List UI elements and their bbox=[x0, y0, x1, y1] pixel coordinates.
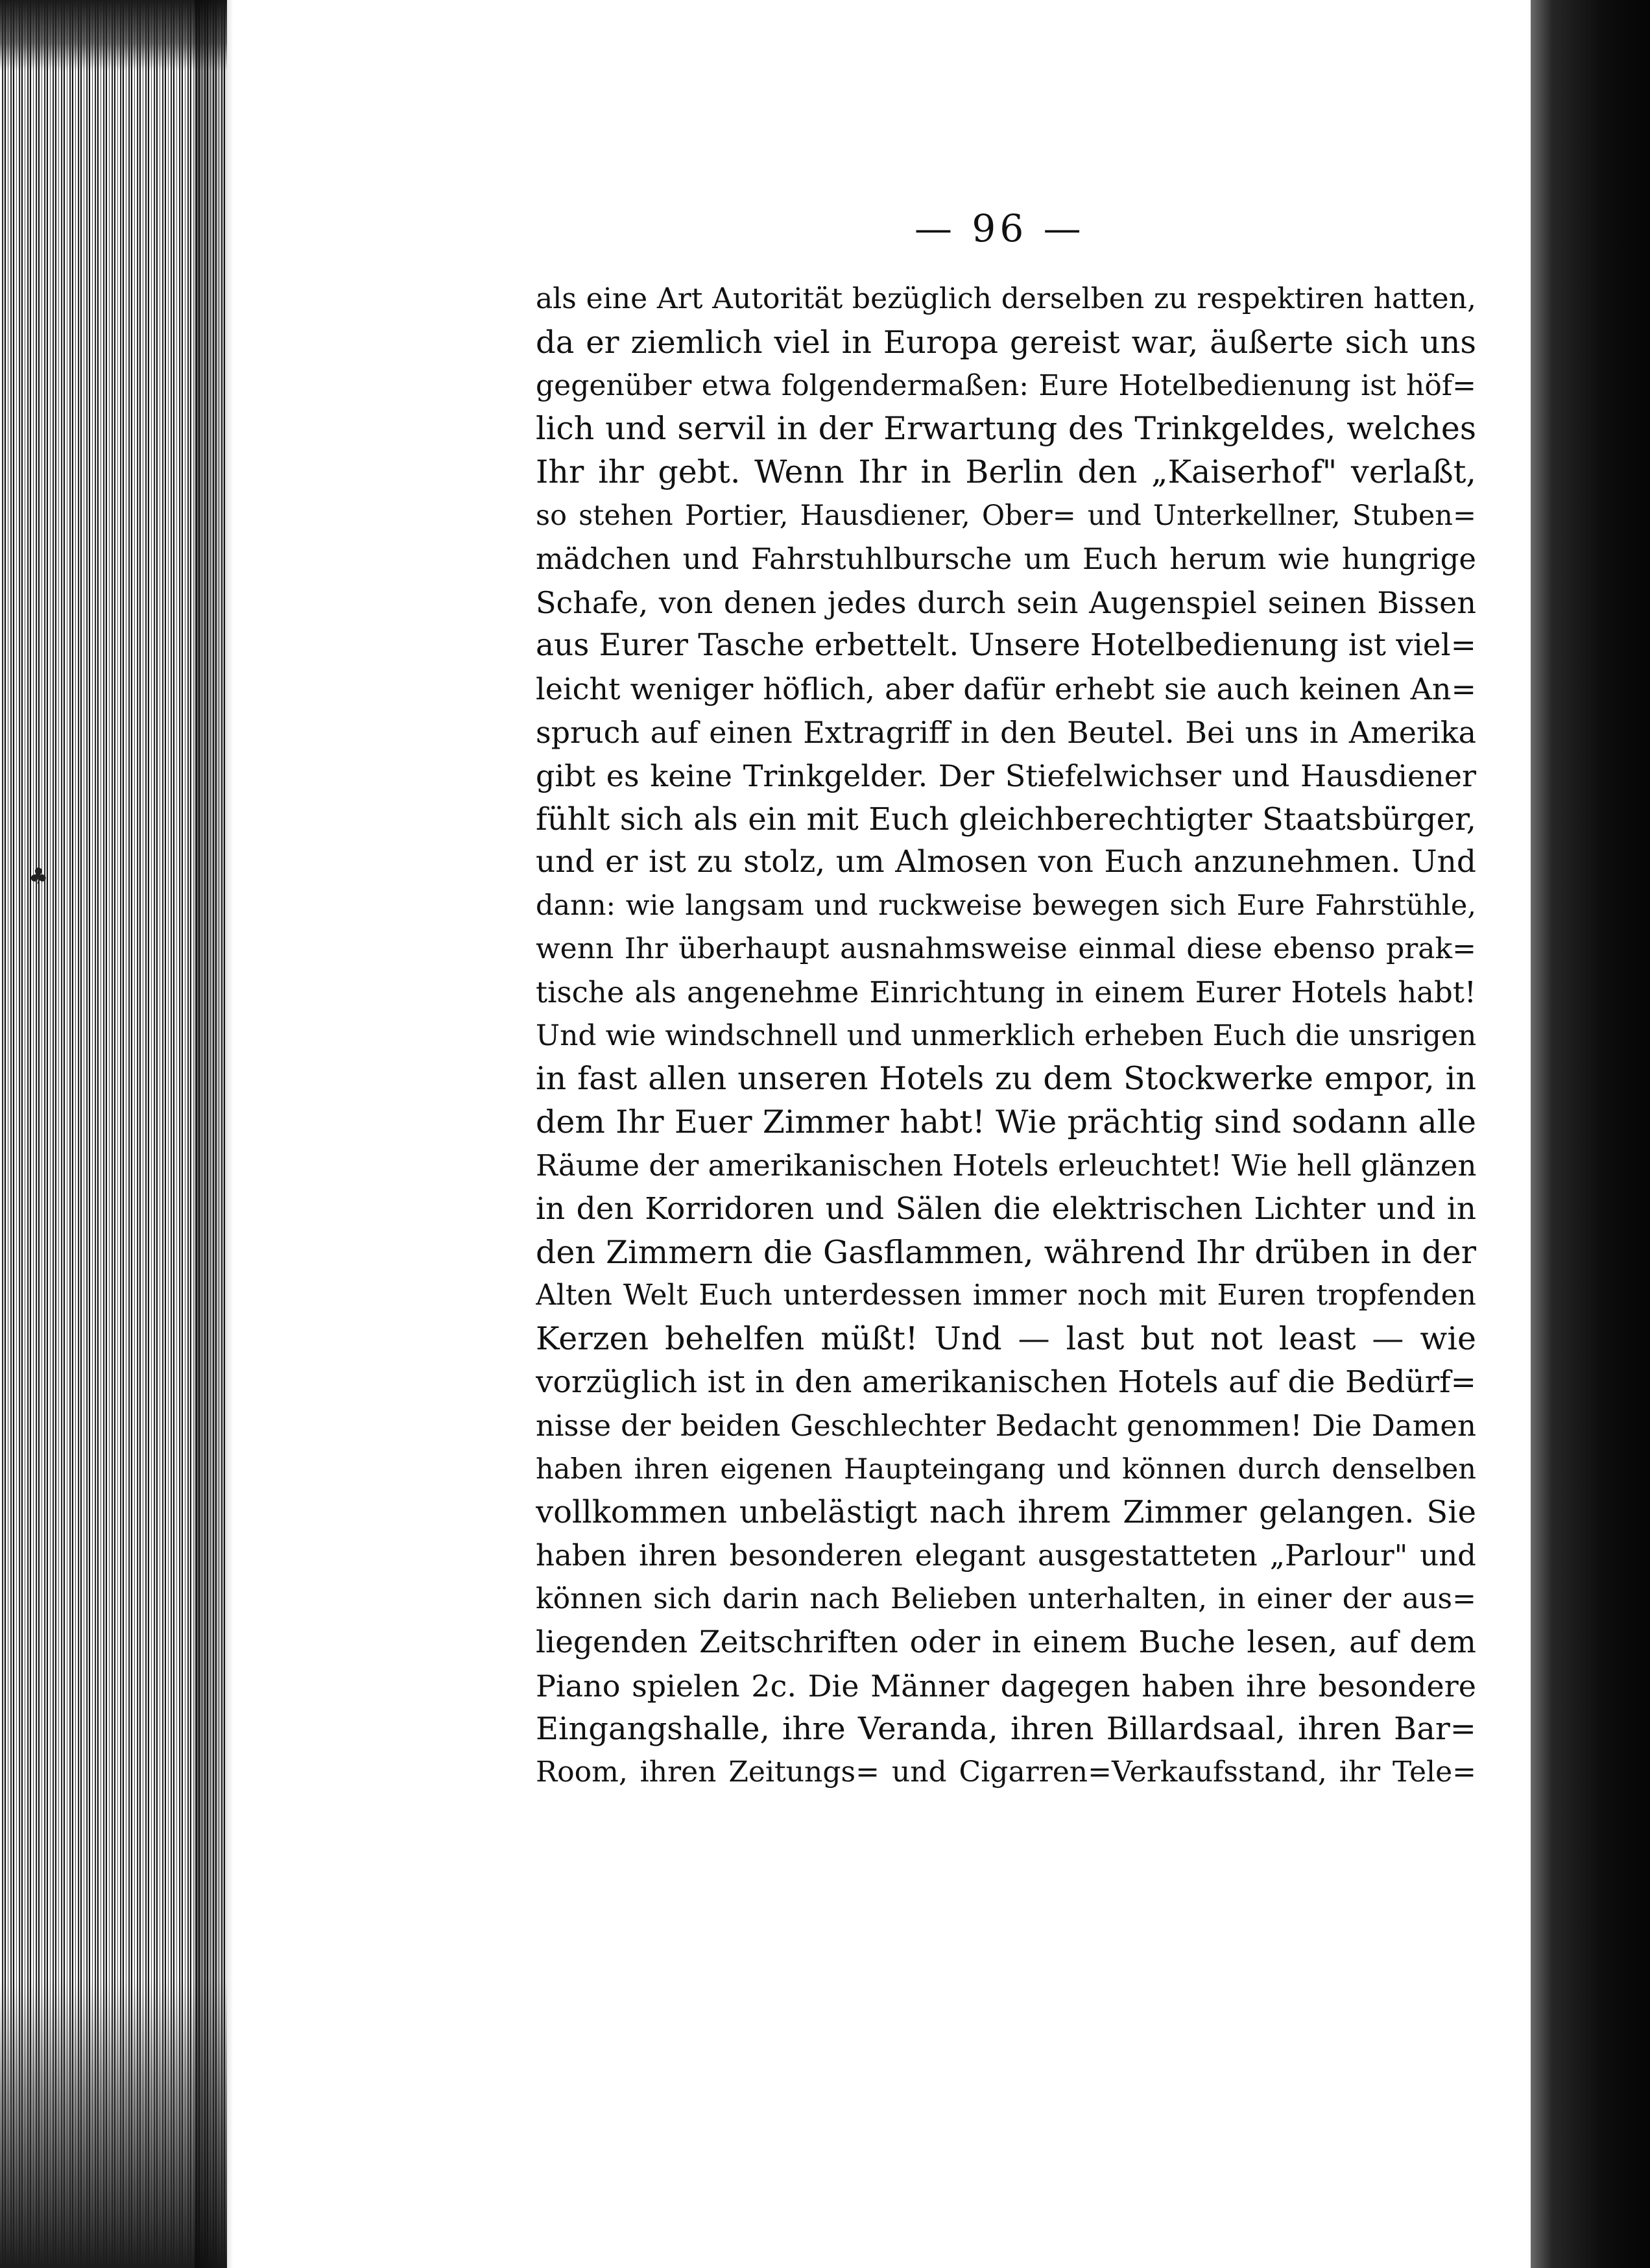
text-line: dann: wie langsam und ruckweise bewegen sich Eure Fahrstühle, bbox=[536, 889, 1476, 923]
text-line: vorzüglich ist in den amerikanischen Hotels auf die Bedürf= bbox=[536, 1364, 1476, 1400]
text-line: Räume der amerikanischen Hotels erleuchtet! Wie hell glänzen bbox=[536, 1148, 1476, 1183]
text-line: Room, ihren Zeitungs= und Cigarren=Verkaufsstand, ihr Tele= bbox=[536, 1755, 1476, 1789]
text-line: Kerzen behelfen müßt! Und — last but not least — wie bbox=[536, 1320, 1476, 1358]
text-line: leicht weniger höflich, aber dafür erhebt sie auch keinen An= bbox=[536, 671, 1476, 707]
book-page-edges bbox=[0, 0, 227, 2268]
text-line: haben ihren besonderen elegant ausgestatteten „Parlour" und bbox=[536, 1538, 1476, 1573]
text-line: in den Korridoren und Sälen die elektrischen Lichter und in bbox=[536, 1190, 1476, 1227]
text-line: haben ihren eigenen Haupteingang und können durch denselben bbox=[536, 1453, 1476, 1486]
text-line: Piano spielen 2c. Die Männer dagegen haben ihre besondere bbox=[536, 1668, 1476, 1704]
text-line: lich und servil in der Erwartung des Trinkgeldes, welches bbox=[536, 410, 1476, 448]
text-line: in fast allen unseren Hotels zu dem Stockwerke empor, in bbox=[536, 1060, 1476, 1098]
page-edge-shadow-top bbox=[0, 0, 227, 71]
text-line: spruch auf einen Extragriff in den Beutel. Bei uns in Amerika bbox=[536, 714, 1476, 750]
text-line: Ihr ihr gebt. Wenn Ihr in Berlin den „Kaiserhof" verlaßt, bbox=[536, 453, 1476, 491]
scan-border-right bbox=[1531, 0, 1650, 2268]
page-number: — 96 — bbox=[915, 206, 1085, 250]
text-line: Und wie windschnell und unmerklich erheben Euch die unsrigen bbox=[536, 1019, 1476, 1052]
text-line: gibt es keine Trinkgelder. Der Stiefelwichser und Hausdiener bbox=[536, 758, 1476, 793]
text-line: vollkommen unbelästigt nach ihrem Zimmer gelangen. Sie bbox=[536, 1494, 1476, 1531]
margin-speck: ♣ bbox=[29, 863, 49, 889]
text-line: Alten Welt Euch unterdessen immer noch mit Euren tropfenden bbox=[536, 1279, 1476, 1312]
body-text bbox=[536, 278, 1476, 1794]
text-line: den Zimmern die Gasflammen, während Ihr drüben in der bbox=[536, 1233, 1476, 1271]
text-line: Schafe, von denen jedes durch sein Augenspiel seinen Bissen bbox=[536, 585, 1476, 620]
text-line: dem Ihr Euer Zimmer habt! Wie prächtig sind sodann alle bbox=[536, 1104, 1476, 1141]
text-line: aus Eurer Tasche erbettelt. Unsere Hotelbedienung ist viel= bbox=[536, 627, 1476, 664]
gutter-shadow bbox=[195, 0, 233, 2268]
text-line: fühlt sich als ein mit Euch gleichberechtigter Staatsbürger, bbox=[536, 801, 1476, 838]
text-line: liegenden Zeitschriften oder in einem Buche lesen, auf dem bbox=[536, 1624, 1476, 1660]
text-line: können sich darin nach Belieben unterhalten, in einer der aus= bbox=[536, 1582, 1476, 1615]
text-line: Eingangshalle, ihre Veranda, ihren Billardsaal, ihren Bar= bbox=[536, 1711, 1476, 1748]
text-line: so stehen Portier, Hausdiener, Ober= und Unterkellner, Stuben= bbox=[536, 499, 1476, 532]
text-line: wenn Ihr überhaupt ausnahmsweise einmal diese ebenso prak= bbox=[536, 932, 1476, 965]
text-line: da er ziemlich viel in Europa gereist war, äußerte sich uns bbox=[536, 324, 1476, 361]
text-line: gegenüber etwa folgendermaßen: Eure Hotelbedienung ist höf= bbox=[536, 368, 1476, 402]
text-line: als eine Art Autorität bezüglich derselben zu respektiren hatten, bbox=[536, 282, 1476, 315]
text-line: und er ist zu stolz, um Almosen von Euch anzunehmen. Und bbox=[536, 844, 1476, 880]
page-edge-shadow-bottom bbox=[0, 1979, 227, 2268]
text-line: mädchen und Fahrstuhlbursche um Euch herum wie hungrige bbox=[536, 541, 1476, 576]
text-line: nisse der beiden Geschlechter Bedacht genommen! Die Damen bbox=[536, 1408, 1476, 1443]
text-line: tische als angenehme Einrichtung in einem Eurer Hotels habt! bbox=[536, 974, 1476, 1009]
